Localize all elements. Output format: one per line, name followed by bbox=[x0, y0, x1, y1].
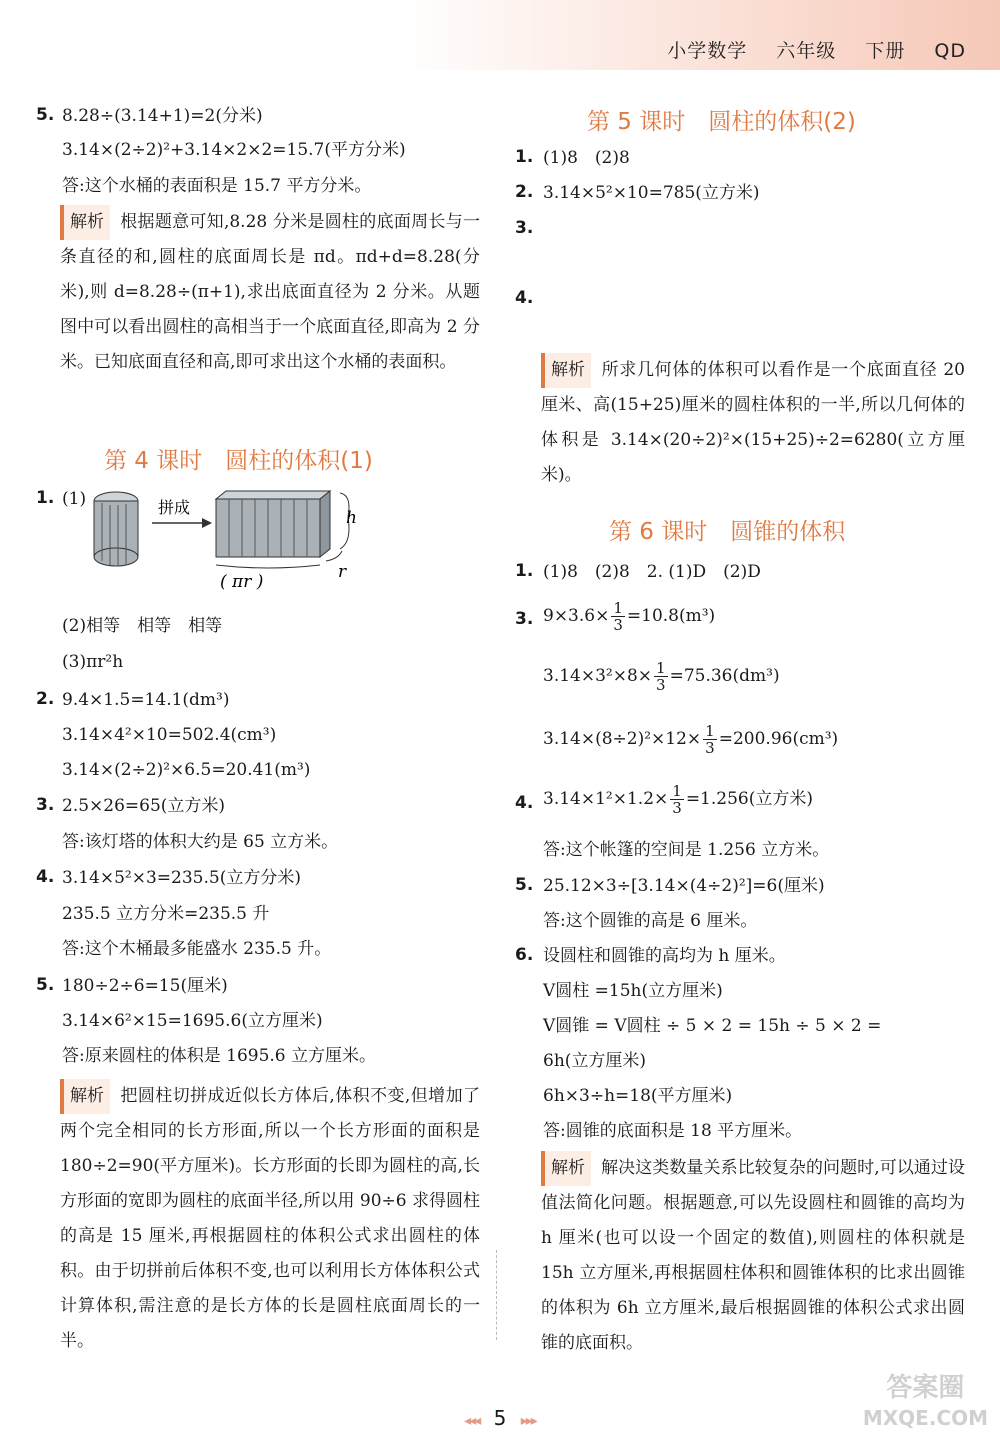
l6-q3-line-a: 9×3.6× $\frac{1}{3}$ =10.8(m³) bbox=[543, 599, 716, 634]
l6-q1-num: 1. bbox=[515, 561, 534, 581]
page-footer bbox=[0, 1406, 1000, 1430]
l6-q3-num: 3. bbox=[515, 609, 534, 629]
q5-prev-line2: 3.14×(2÷2)²+3.14×2×2=15.7(平方分米) bbox=[62, 140, 406, 160]
watermark-logo: 答案圈 MXQE.COM bbox=[862, 1373, 988, 1430]
l6-q3-line-b: 3.14×3²×8× $\frac{1}{3}$ =75.36(dm³) bbox=[543, 659, 780, 694]
l6-q6-line4: 6h(立方厘米) bbox=[543, 1051, 647, 1071]
l4-q4-line1: 3.14×5²×3=235.5(立方分米) bbox=[62, 868, 301, 888]
header-edition: QD bbox=[934, 40, 966, 62]
l6-q6-line6: 答:圆锥的底面积是 18 平方厘米。 bbox=[543, 1121, 803, 1141]
l6-q4-ans: 答:这个帐篷的空间是 1.256 立方米。 bbox=[543, 840, 830, 860]
prev-arrows-icon: ◂◂◂ bbox=[464, 1413, 480, 1429]
page-header bbox=[645, 36, 966, 63]
lesson-5-title: 第 5 课时 圆柱的体积(2) bbox=[587, 109, 856, 135]
analysis-text: 解决这类数量关系比较复杂的问题时,可以通过设值法简化问题。根据题意,可以先设圆柱和圆锥的高均为 h 厘米(也可以设一个固定的数值),则圆柱的体积就是 15h 立方厘米,再根据圆柱体积和圆锥体积的比求出圆锥的体积为 6h 立方厘米,最后根据圆锥的体积公式求出圆锥的底面积。 bbox=[541, 1158, 965, 1353]
analysis-tag: 解析 bbox=[60, 205, 110, 240]
q5-prev-line1: 8.28÷(3.14+1)=2(分米) bbox=[62, 106, 263, 126]
pir-label: ( πr ) bbox=[220, 572, 264, 592]
l4-q4-line3: 答:这个木桶最多能盛水 235.5 升。 bbox=[62, 939, 332, 959]
l4-q3-num: 3. bbox=[36, 795, 55, 815]
l5-q1-num: 1. bbox=[515, 147, 534, 167]
lesson-4-title: 第 4 课时 圆柱的体积(1) bbox=[104, 448, 373, 474]
column-divider bbox=[496, 1250, 498, 1340]
l6-q4-line-a: 3.14×1²×1.2× $\frac{1}{3}$ =1.256(立方米) bbox=[543, 782, 813, 817]
next-arrows-icon: ▸▸▸ bbox=[520, 1413, 536, 1429]
l5-q3-num: 3. bbox=[515, 218, 534, 238]
l4-q5-line1: 180÷2÷6=15(厘米) bbox=[62, 976, 228, 996]
l6-q1-text: (1)8 (2)8 2. (1)D (2)D bbox=[543, 562, 761, 582]
l6-q5-line2: 答:这个圆锥的高是 6 厘米。 bbox=[543, 911, 758, 931]
l6-q6-num: 6. bbox=[515, 945, 534, 965]
l5-q1-text: (1)8 (2)8 bbox=[543, 148, 630, 168]
l6-q6-line2: V圆柱 =15h(立方厘米) bbox=[543, 981, 723, 1001]
analysis-tag: 解析 bbox=[541, 353, 591, 388]
analysis-block-2 bbox=[60, 1079, 480, 1359]
q5-prev-num: 5. bbox=[36, 105, 55, 125]
l4-q4-num: 4. bbox=[36, 867, 55, 887]
l4-q3-line1: 2.5×26=65(立方米) bbox=[62, 796, 226, 816]
radius-label: r bbox=[338, 562, 347, 582]
l4-q1-sub2: (2)相等 相等 相等 bbox=[62, 616, 223, 636]
header-volume: 下册 bbox=[865, 40, 906, 62]
l4-q2-num: 2. bbox=[36, 689, 55, 709]
analysis-text: 所求几何体的体积可以看作是一个底面直径 20 厘米、高(15+25)厘米的圆柱体积的一半,所以几何体的体积是 3.14×(20÷2)²×(15+25)÷2=6280(立方厘米)。 bbox=[541, 360, 965, 485]
l6-q5-line1: 25.12×3÷[3.14×(4÷2)²]=6(厘米) bbox=[543, 876, 825, 896]
analysis-block-4 bbox=[541, 1151, 965, 1361]
l4-q1-num: 1. bbox=[36, 488, 55, 508]
l6-q6-line3: V圆锥 = V圆柱 ÷ 5 × 2 = 15h ÷ 5 × 2 = bbox=[543, 1016, 882, 1036]
l4-q5-num: 5. bbox=[36, 975, 55, 995]
l5-q2-num: 2. bbox=[515, 182, 534, 202]
analysis-block-3 bbox=[541, 353, 965, 493]
page-number: 5 bbox=[493, 1406, 507, 1430]
l6-q6-line1: 设圆柱和圆锥的高均为 h 厘米。 bbox=[543, 946, 786, 966]
l4-q3-line2: 答:该灯塔的体积大约是 65 立方米。 bbox=[62, 832, 339, 852]
analysis-tag: 解析 bbox=[541, 1151, 591, 1186]
l5-q2-text: 3.14×5²×10=785(立方米) bbox=[543, 183, 760, 203]
l6-q5-num: 5. bbox=[515, 875, 534, 895]
pincheng-label: 拼成 bbox=[158, 498, 191, 517]
l6-q3-line-c: 3.14×(8÷2)²×12× $\frac{1}{3}$ =200.96(cm³) bbox=[543, 722, 839, 757]
analysis-text: 把圆柱切拼成近似长方体后,体积不变,但增加了两个完全相同的长方形面,所以一个长方形面的面积是 180÷2=90(平方厘米)。长方形面的长即为圆柱的高,长方形面的宽即为圆柱的底面半径,所以用 90÷6 求得圆柱的高是 15 厘米,再根据圆柱的体积公式求出圆柱的体积。由于切拼前后体积不变,也可以利用长方体体积公式计算体积,需注意的是长方体的长是圆柱底面周长的一半。 bbox=[60, 1086, 480, 1351]
lesson-6-title: 第 6 课时 圆锥的体积 bbox=[609, 519, 846, 545]
analysis-tag: 解析 bbox=[60, 1079, 110, 1114]
l4-q2-line3: 3.14×(2÷2)²×6.5=20.41(m³) bbox=[62, 760, 311, 780]
l4-q5-line2: 3.14×6²×15=1695.6(立方厘米) bbox=[62, 1011, 323, 1031]
q5-prev-line3: 答:这个水桶的表面积是 15.7 平方分米。 bbox=[62, 176, 372, 196]
analysis-block-1 bbox=[60, 205, 480, 380]
l6-q6-line5: 6h×3÷h=18(平方厘米) bbox=[543, 1086, 733, 1106]
header-subject: 小学数学 bbox=[667, 40, 748, 62]
l4-q1-sub1: (1) bbox=[62, 489, 87, 509]
l4-q2-line1: 9.4×1.5=14.1(dm³) bbox=[62, 690, 230, 710]
cylinder-to-cuboid-diagram bbox=[90, 487, 420, 597]
l4-q1-sub3: (3)πr²h bbox=[62, 652, 124, 672]
height-label: h bbox=[346, 508, 357, 528]
l4-q5-line3: 答:原来圆柱的体积是 1695.6 立方厘米。 bbox=[62, 1046, 377, 1066]
analysis-text: 根据题意可知,8.28 分米是圆柱的底面周长与一条直径的和,圆柱的底面周长是 πd。πd+d=8.28(分米),则 d=8.28÷(π+1),求出底面直径为 2 分米。从题图中可以看出圆柱的高相当于一个底面直径,即高为 2 分米。已知底面直径和高,即可求出这个水桶的表面积。 bbox=[60, 212, 480, 372]
header-grade: 六年级 bbox=[776, 40, 837, 62]
l4-q2-line2: 3.14×4²×10=502.4(cm³) bbox=[62, 725, 277, 745]
l6-q4-num: 4. bbox=[515, 793, 534, 813]
l4-q4-line2: 235.5 立方分米=235.5 升 bbox=[62, 904, 270, 924]
l5-q4-num: 4. bbox=[515, 288, 534, 308]
